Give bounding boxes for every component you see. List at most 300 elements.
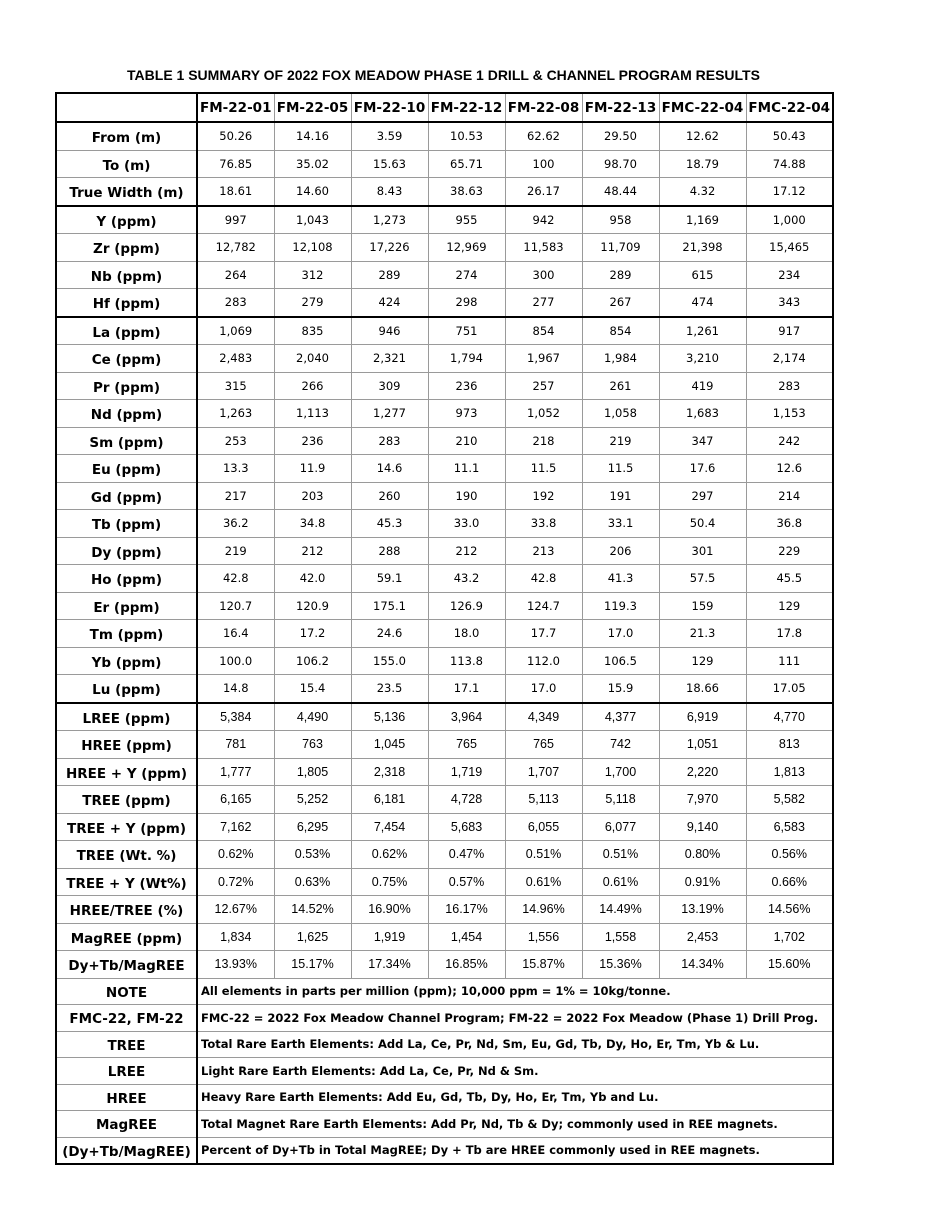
note-text: Total Rare Earth Elements: Add La, Ce, Pr, Nd, Sm, Eu, Gd, Tb, Dy, Ho, Er, Tm, Yb & Lu. [197, 1031, 833, 1058]
value-cell: 45.5 [746, 565, 833, 593]
value-cell: 120.9 [274, 592, 351, 620]
value-cell: 257 [505, 372, 582, 400]
value-cell: 765 [505, 731, 582, 759]
value-cell: 0.75% [351, 868, 428, 896]
value-cell: 12,969 [428, 234, 505, 262]
table-row [56, 896, 833, 924]
value-cell: 253 [197, 427, 274, 455]
value-cell: 343 [746, 289, 833, 317]
value-cell: 261 [582, 372, 659, 400]
value-cell: 14.60 [274, 178, 351, 206]
table-title: TABLE 1 SUMMARY OF 2022 FOX MEADOW PHASE 1 DRILL & CHANNEL PROGRAM RESULTS [127, 67, 760, 83]
value-cell: 23.5 [351, 675, 428, 703]
row-label: La (ppm) [56, 317, 197, 345]
value-cell: 1,683 [659, 400, 746, 428]
value-cell: 59.1 [351, 565, 428, 593]
value-cell: 18.79 [659, 150, 746, 178]
value-cell: 11.9 [274, 455, 351, 483]
value-cell: 17.6 [659, 455, 746, 483]
note-text: Percent of Dy+Tb in Total MagREE; Dy + Tb are HREE commonly used in REE magnets. [197, 1137, 833, 1164]
value-cell: 0.62% [197, 841, 274, 869]
value-cell: 1,454 [428, 923, 505, 951]
value-cell: 1,113 [274, 400, 351, 428]
column-header: FM-22-01 [197, 93, 274, 122]
value-cell: 0.61% [582, 868, 659, 896]
value-cell: 214 [746, 482, 833, 510]
value-cell: 13.19% [659, 896, 746, 924]
notes-section [56, 978, 833, 1164]
row-label: Lu (ppm) [56, 675, 197, 703]
value-cell: 277 [505, 289, 582, 317]
value-cell: 50.26 [197, 122, 274, 150]
value-cell: 212 [428, 537, 505, 565]
column-header: FM-22-05 [274, 93, 351, 122]
row-label: Y (ppm) [56, 206, 197, 234]
note-text: Heavy Rare Earth Elements: Add Eu, Gd, Tb, Dy, Ho, Er, Tm, Yb and Lu. [197, 1084, 833, 1111]
table-row [56, 868, 833, 896]
value-cell: 1,813 [746, 758, 833, 786]
value-cell: 6,055 [505, 813, 582, 841]
value-cell: 1,277 [351, 400, 428, 428]
value-cell: 12,782 [197, 234, 274, 262]
value-cell: 16.17% [428, 896, 505, 924]
value-cell: 11.5 [582, 455, 659, 483]
value-cell: 1,805 [274, 758, 351, 786]
value-cell: 15.9 [582, 675, 659, 703]
row-label: Ho (ppm) [56, 565, 197, 593]
value-cell: 50.43 [746, 122, 833, 150]
value-cell: 835 [274, 317, 351, 345]
value-cell: 955 [428, 206, 505, 234]
header-row [56, 93, 833, 122]
value-cell: 242 [746, 427, 833, 455]
table-row [56, 565, 833, 593]
value-cell: 12.67% [197, 896, 274, 924]
value-cell: 42.8 [505, 565, 582, 593]
value-cell: 1,556 [505, 923, 582, 951]
value-cell: 4,349 [505, 703, 582, 731]
value-cell: 219 [582, 427, 659, 455]
value-cell: 6,295 [274, 813, 351, 841]
value-cell: 6,181 [351, 786, 428, 814]
value-cell: 213 [505, 537, 582, 565]
value-cell: 21.3 [659, 620, 746, 648]
value-cell: 11.1 [428, 455, 505, 483]
table-row [56, 703, 833, 731]
value-cell: 129 [746, 592, 833, 620]
value-cell: 1,834 [197, 923, 274, 951]
value-cell: 129 [659, 647, 746, 675]
value-cell: 283 [351, 427, 428, 455]
column-header: FM-22-13 [582, 93, 659, 122]
value-cell: 5,683 [428, 813, 505, 841]
note-text: FMC-22 = 2022 Fox Meadow Channel Program; FM-22 = 2022 Fox Meadow (Phase 1) Drill Prog. [197, 1005, 833, 1032]
value-cell: 1,702 [746, 923, 833, 951]
row-label: Tb (ppm) [56, 510, 197, 538]
row-label: Hf (ppm) [56, 289, 197, 317]
table-row [56, 206, 833, 234]
value-cell: 5,118 [582, 786, 659, 814]
row-label: Yb (ppm) [56, 647, 197, 675]
value-cell: 266 [274, 372, 351, 400]
value-cell: 0.91% [659, 868, 746, 896]
value-cell: 203 [274, 482, 351, 510]
value-cell: 854 [582, 317, 659, 345]
value-cell: 2,321 [351, 345, 428, 373]
column-header: FM-22-08 [505, 93, 582, 122]
value-cell: 45.3 [351, 510, 428, 538]
value-cell: 0.53% [274, 841, 351, 869]
value-cell: 15.17% [274, 951, 351, 979]
value-cell: 0.63% [274, 868, 351, 896]
value-cell: 7,970 [659, 786, 746, 814]
value-cell: 1,052 [505, 400, 582, 428]
table-row [56, 261, 833, 289]
value-cell: 38.63 [428, 178, 505, 206]
value-cell: 106.5 [582, 647, 659, 675]
value-cell: 917 [746, 317, 833, 345]
value-cell: 43.2 [428, 565, 505, 593]
value-cell: 17,226 [351, 234, 428, 262]
value-cell: 1,261 [659, 317, 746, 345]
column-header: FMC-22-04 [659, 93, 746, 122]
value-cell: 5,252 [274, 786, 351, 814]
value-cell: 9,140 [659, 813, 746, 841]
table-row [56, 317, 833, 345]
value-cell: 1,967 [505, 345, 582, 373]
value-cell: 33.1 [582, 510, 659, 538]
value-cell: 7,454 [351, 813, 428, 841]
value-cell: 0.61% [505, 868, 582, 896]
value-cell: 126.9 [428, 592, 505, 620]
value-cell: 236 [274, 427, 351, 455]
value-cell: 12,108 [274, 234, 351, 262]
value-cell: 0.80% [659, 841, 746, 869]
column-header: FM-22-10 [351, 93, 428, 122]
value-cell: 74.88 [746, 150, 833, 178]
value-cell: 42.0 [274, 565, 351, 593]
value-cell: 1,153 [746, 400, 833, 428]
value-cell: 283 [197, 289, 274, 317]
table-row [56, 841, 833, 869]
value-cell: 1,000 [746, 206, 833, 234]
value-cell: 2,220 [659, 758, 746, 786]
row-label: Dy (ppm) [56, 537, 197, 565]
value-cell: 17.05 [746, 675, 833, 703]
note-text: Total Magnet Rare Earth Elements: Add Pr, Nd, Tb & Dy; commonly used in REE magnets. [197, 1111, 833, 1138]
value-cell: 1,558 [582, 923, 659, 951]
row-label: To (m) [56, 150, 197, 178]
value-cell: 18.61 [197, 178, 274, 206]
value-cell: 206 [582, 537, 659, 565]
note-label: MagREE [56, 1111, 197, 1138]
value-cell: 15.36% [582, 951, 659, 979]
value-cell: 264 [197, 261, 274, 289]
value-cell: 17.2 [274, 620, 351, 648]
value-cell: 765 [428, 731, 505, 759]
value-cell: 17.0 [582, 620, 659, 648]
row-label: Eu (ppm) [56, 455, 197, 483]
value-cell: 4,490 [274, 703, 351, 731]
value-cell: 2,318 [351, 758, 428, 786]
value-cell: 111 [746, 647, 833, 675]
table-row [56, 178, 833, 206]
table-row [56, 150, 833, 178]
value-cell: 11.5 [505, 455, 582, 483]
note-text: Light Rare Earth Elements: Add La, Ce, Pr, Nd & Sm. [197, 1058, 833, 1085]
note-row [56, 1058, 833, 1085]
value-cell: 6,077 [582, 813, 659, 841]
table-row [56, 758, 833, 786]
table-row [56, 482, 833, 510]
value-cell: 229 [746, 537, 833, 565]
row-label: Sm (ppm) [56, 427, 197, 455]
value-cell: 29.50 [582, 122, 659, 150]
row-label: TREE (ppm) [56, 786, 197, 814]
note-label: HREE [56, 1084, 197, 1111]
row-label: Ce (ppm) [56, 345, 197, 373]
value-cell: 279 [274, 289, 351, 317]
value-cell: 474 [659, 289, 746, 317]
value-cell: 218 [505, 427, 582, 455]
value-cell: 1,273 [351, 206, 428, 234]
value-cell: 190 [428, 482, 505, 510]
value-cell: 6,919 [659, 703, 746, 731]
row-label: MagREE (ppm) [56, 923, 197, 951]
value-cell: 997 [197, 206, 274, 234]
value-cell: 298 [428, 289, 505, 317]
value-cell: 113.8 [428, 647, 505, 675]
table-row [56, 345, 833, 373]
row-label: TREE + Y (ppm) [56, 813, 197, 841]
value-cell: 297 [659, 482, 746, 510]
note-text: All elements in parts per million (ppm); 10,000 ppm = 1% = 10kg/tonne. [197, 978, 833, 1005]
value-cell: 6,583 [746, 813, 833, 841]
value-cell: 1,043 [274, 206, 351, 234]
header-corner-cell [56, 93, 197, 122]
value-cell: 14.49% [582, 896, 659, 924]
value-cell: 4,728 [428, 786, 505, 814]
value-cell: 212 [274, 537, 351, 565]
value-cell: 234 [746, 261, 833, 289]
value-cell: 419 [659, 372, 746, 400]
value-cell: 0.57% [428, 868, 505, 896]
value-cell: 42.8 [197, 565, 274, 593]
data-rows [56, 122, 833, 978]
value-cell: 119.3 [582, 592, 659, 620]
value-cell: 14.6 [351, 455, 428, 483]
value-cell: 301 [659, 537, 746, 565]
value-cell: 5,136 [351, 703, 428, 731]
row-label: True Width (m) [56, 178, 197, 206]
value-cell: 50.4 [659, 510, 746, 538]
value-cell: 76.85 [197, 150, 274, 178]
value-cell: 98.70 [582, 150, 659, 178]
value-cell: 289 [351, 261, 428, 289]
value-cell: 5,582 [746, 786, 833, 814]
value-cell: 0.66% [746, 868, 833, 896]
value-cell: 14.52% [274, 896, 351, 924]
value-cell: 274 [428, 261, 505, 289]
value-cell: 15.4 [274, 675, 351, 703]
value-cell: 763 [274, 731, 351, 759]
value-cell: 3.59 [351, 122, 428, 150]
value-cell: 191 [582, 482, 659, 510]
note-label: (Dy+Tb/MagREE) [56, 1137, 197, 1164]
table-row [56, 372, 833, 400]
value-cell: 289 [582, 261, 659, 289]
value-cell: 210 [428, 427, 505, 455]
row-label: TREE + Y (Wt%) [56, 868, 197, 896]
table-row [56, 813, 833, 841]
table-row [56, 675, 833, 703]
table-row [56, 620, 833, 648]
value-cell: 12.62 [659, 122, 746, 150]
note-row [56, 1031, 833, 1058]
value-cell: 192 [505, 482, 582, 510]
value-cell: 1,069 [197, 317, 274, 345]
value-cell: 854 [505, 317, 582, 345]
value-cell: 5,384 [197, 703, 274, 731]
column-header: FMC-22-04 [746, 93, 833, 122]
table-row [56, 592, 833, 620]
value-cell: 0.72% [197, 868, 274, 896]
value-cell: 781 [197, 731, 274, 759]
value-cell: 65.71 [428, 150, 505, 178]
value-cell: 2,174 [746, 345, 833, 373]
note-row [56, 1137, 833, 1164]
value-cell: 62.62 [505, 122, 582, 150]
value-cell: 15.63 [351, 150, 428, 178]
note-row [56, 1111, 833, 1138]
value-cell: 2,040 [274, 345, 351, 373]
value-cell: 57.5 [659, 565, 746, 593]
row-label: HREE (ppm) [56, 731, 197, 759]
value-cell: 347 [659, 427, 746, 455]
value-cell: 17.8 [746, 620, 833, 648]
value-cell: 41.3 [582, 565, 659, 593]
value-cell: 112.0 [505, 647, 582, 675]
note-row [56, 1005, 833, 1032]
value-cell: 0.51% [582, 841, 659, 869]
value-cell: 100 [505, 150, 582, 178]
value-cell: 813 [746, 731, 833, 759]
table-row [56, 510, 833, 538]
row-label: Er (ppm) [56, 592, 197, 620]
value-cell: 13.93% [197, 951, 274, 979]
value-cell: 424 [351, 289, 428, 317]
value-cell: 2,483 [197, 345, 274, 373]
note-label: LREE [56, 1058, 197, 1085]
value-cell: 16.90% [351, 896, 428, 924]
value-cell: 288 [351, 537, 428, 565]
value-cell: 17.7 [505, 620, 582, 648]
value-cell: 34.8 [274, 510, 351, 538]
value-cell: 13.3 [197, 455, 274, 483]
value-cell: 15.60% [746, 951, 833, 979]
value-cell: 35.02 [274, 150, 351, 178]
value-cell: 10.53 [428, 122, 505, 150]
note-label: FMC-22, FM-22 [56, 1005, 197, 1032]
value-cell: 14.96% [505, 896, 582, 924]
value-cell: 14.34% [659, 951, 746, 979]
table-row [56, 951, 833, 979]
value-cell: 155.0 [351, 647, 428, 675]
value-cell: 16.4 [197, 620, 274, 648]
value-cell: 14.16 [274, 122, 351, 150]
row-label: Zr (ppm) [56, 234, 197, 262]
value-cell: 106.2 [274, 647, 351, 675]
value-cell: 283 [746, 372, 833, 400]
value-cell: 0.47% [428, 841, 505, 869]
value-cell: 100.0 [197, 647, 274, 675]
value-cell: 1,794 [428, 345, 505, 373]
value-cell: 8.43 [351, 178, 428, 206]
row-label: Gd (ppm) [56, 482, 197, 510]
value-cell: 0.62% [351, 841, 428, 869]
table-row [56, 400, 833, 428]
value-cell: 236 [428, 372, 505, 400]
value-cell: 16.85% [428, 951, 505, 979]
column-header: FM-22-12 [428, 93, 505, 122]
value-cell: 219 [197, 537, 274, 565]
value-cell: 17.1 [428, 675, 505, 703]
value-cell: 742 [582, 731, 659, 759]
row-label: Nb (ppm) [56, 261, 197, 289]
note-label: NOTE [56, 978, 197, 1005]
row-label: HREE/TREE (%) [56, 896, 197, 924]
row-label: HREE + Y (ppm) [56, 758, 197, 786]
row-label: Pr (ppm) [56, 372, 197, 400]
value-cell: 942 [505, 206, 582, 234]
value-cell: 4,377 [582, 703, 659, 731]
value-cell: 973 [428, 400, 505, 428]
value-cell: 11,583 [505, 234, 582, 262]
row-label: Dy+Tb/MagREE [56, 951, 197, 979]
note-row [56, 1084, 833, 1111]
value-cell: 958 [582, 206, 659, 234]
value-cell: 615 [659, 261, 746, 289]
value-cell: 946 [351, 317, 428, 345]
value-cell: 4,770 [746, 703, 833, 731]
value-cell: 0.56% [746, 841, 833, 869]
value-cell: 3,964 [428, 703, 505, 731]
value-cell: 2,453 [659, 923, 746, 951]
table-row [56, 234, 833, 262]
value-cell: 12.6 [746, 455, 833, 483]
value-cell: 4.32 [659, 178, 746, 206]
value-cell: 1,919 [351, 923, 428, 951]
value-cell: 300 [505, 261, 582, 289]
value-cell: 1,263 [197, 400, 274, 428]
value-cell: 14.8 [197, 675, 274, 703]
value-cell: 15.87% [505, 951, 582, 979]
value-cell: 1,169 [659, 206, 746, 234]
table-row [56, 537, 833, 565]
table-row [56, 786, 833, 814]
value-cell: 1,719 [428, 758, 505, 786]
value-cell: 17.34% [351, 951, 428, 979]
value-cell: 7,162 [197, 813, 274, 841]
value-cell: 18.0 [428, 620, 505, 648]
value-cell: 17.0 [505, 675, 582, 703]
value-cell: 1,051 [659, 731, 746, 759]
value-cell: 309 [351, 372, 428, 400]
value-cell: 5,113 [505, 786, 582, 814]
value-cell: 1,625 [274, 923, 351, 951]
value-cell: 1,984 [582, 345, 659, 373]
value-cell: 11,709 [582, 234, 659, 262]
